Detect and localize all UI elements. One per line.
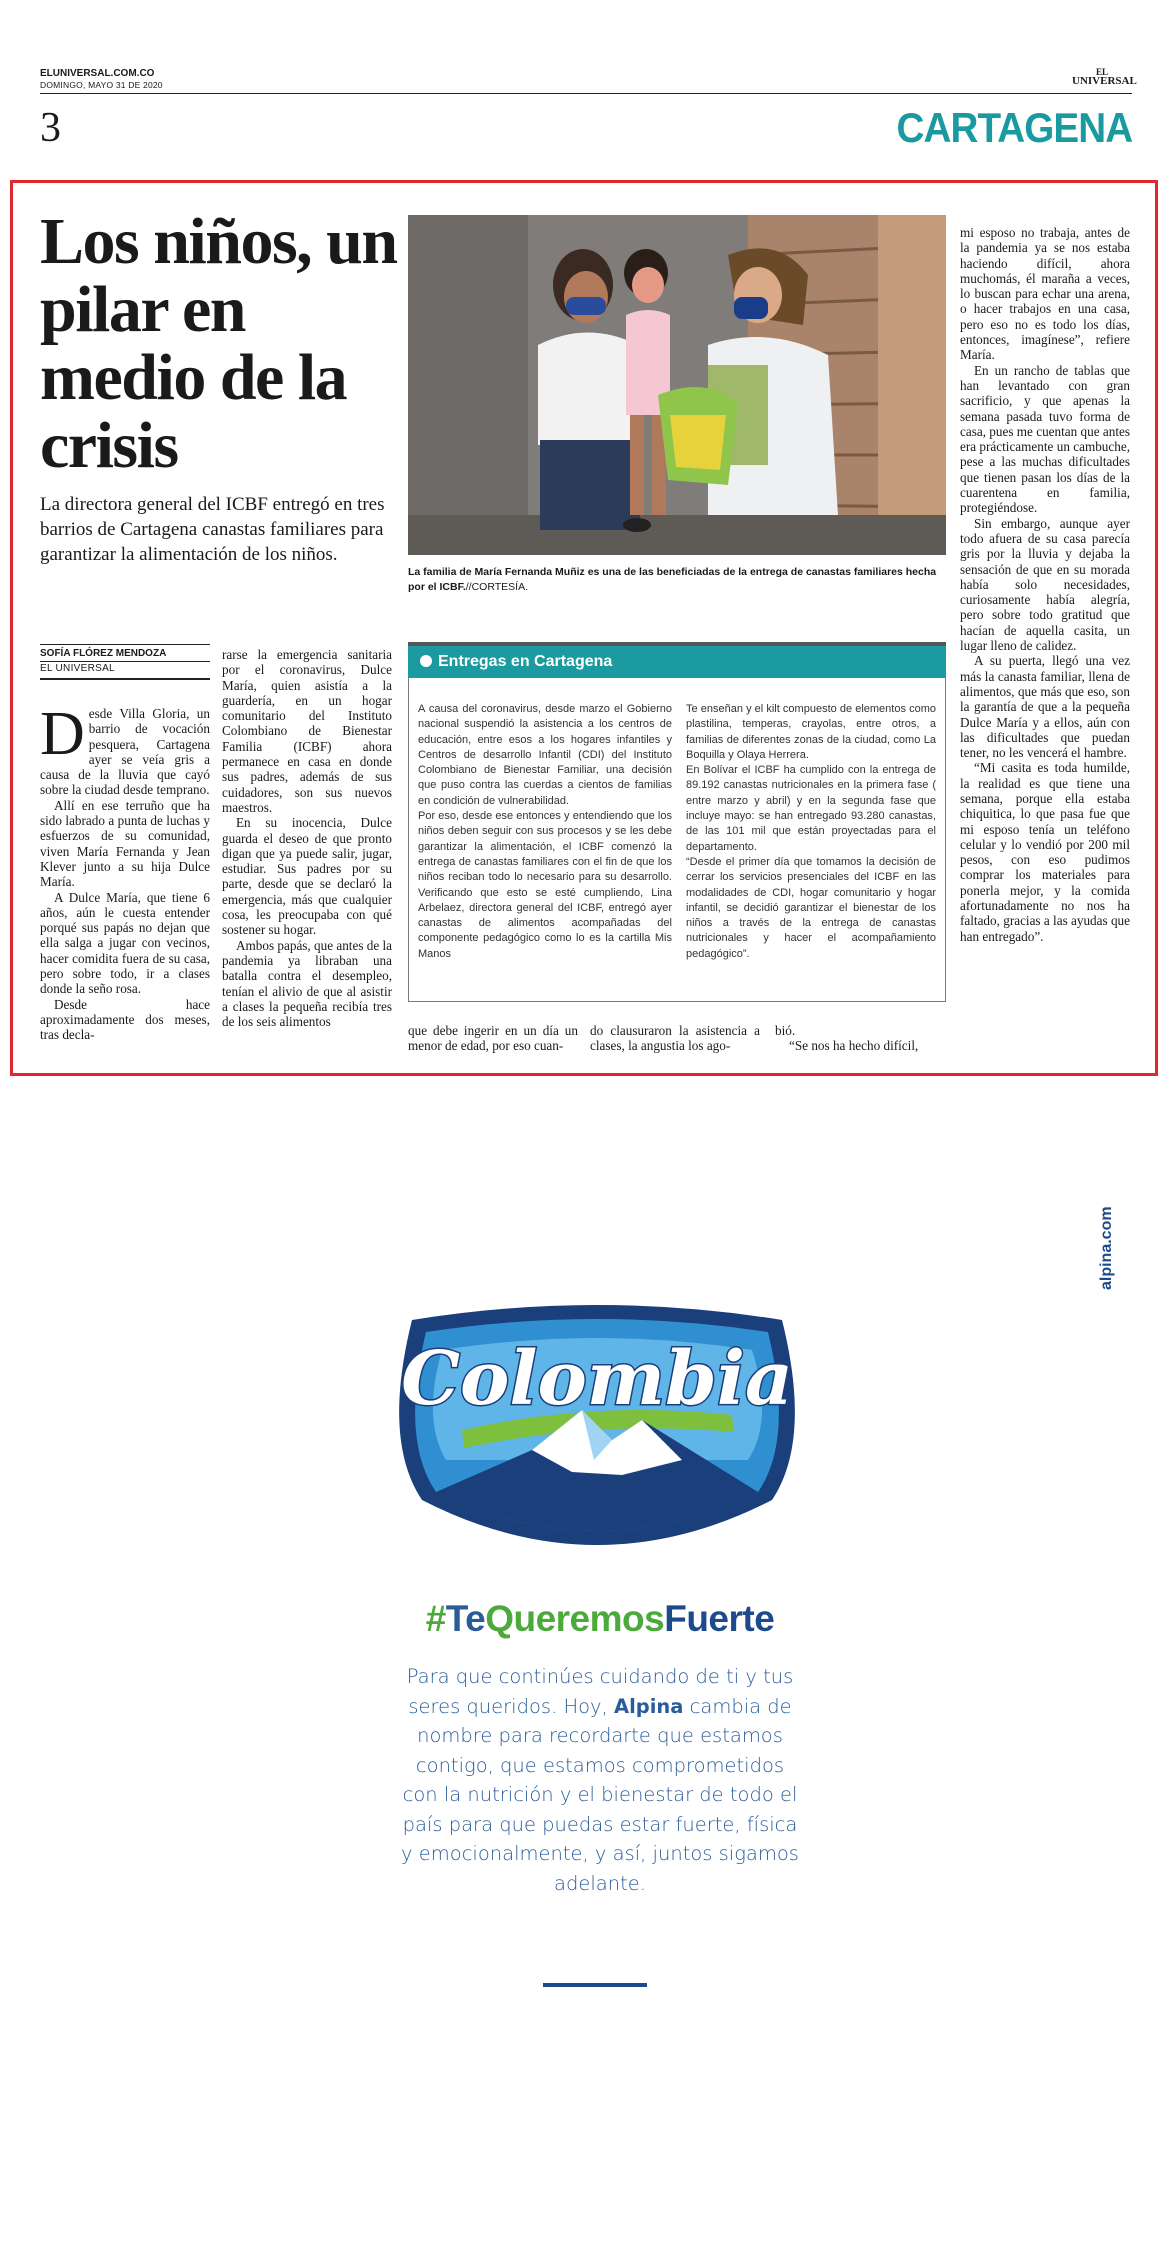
section-title: CARTAGENA [896, 104, 1132, 151]
ad-copy-text: cambia de nombre para recordarte que estamos contigo, que estamos comprometidos con la nutrición y el bienestar de todo el país para que puedas estar fuerte, física y emocionalmente, y así, juntos sigamos adelante. [401, 1694, 799, 1895]
caption-credit: //CORTESÍA. [465, 581, 529, 593]
emblem-graphic [382, 1300, 812, 1570]
dropcap: D [40, 700, 85, 768]
paragraph: Sin embargo, aunque ayer todo afuera de su casa parecía gris por la lluvia y dejaba la sensación de que en su morada había solo necesidades, curiosamente había alegría, pero sobre todo gratitud que hacían de aquella casita, un lugar lleno de calidez. [960, 515, 1130, 654]
paragraph-text: esde Villa Gloria, un barrio de vocación pesquera, Cartagena ayer se veía gris a causa de la lluvia que cayó sobre la ciudad desde temprano. [40, 706, 210, 798]
paragraph: mi esposo no trabaja, antes de la pandemia ya se nos estaba haciendo difícil, ahora muchomás, él maraña a veces, lo buscan para echar una arena, o hacer trabajos en una casa, pero eso no es todo los días, entonces, imagínese”, refiere María. [960, 225, 1130, 363]
logo-top: EL [1095, 67, 1108, 77]
emblem-brand-text: Colombia [401, 1336, 793, 1422]
ad-copy [400, 1662, 800, 1898]
paragraph: A su puerta, llegó una vez más la canasta familiar, llena de alimentos, que más que eso, son la garantía de que a la pequeña Dulce María y a ellos, aún con las dificultades que puedan tener, no les vencerá el hambre. [960, 653, 1130, 761]
paragraph: Ambos papás, que antes de la pandemia ya libraban una batalla contra el desempleo, tenían el alivio de que al asistir a clases la pequeña recibía tres de los seis alimentos [222, 937, 393, 1030]
paragraph: “Desde el primer día que tomamos la decisión de cerrar los servicios presenciales del ICBF en las modalidades de CDI, hogar comunitario y hogar infantil, se decidió garantizar el bienestar de los niños a través de la entrega de canastas nutricionales y hacer el acompañamiento pedagógico”. [686, 855, 936, 960]
article-column-4 [590, 1023, 760, 1054]
paragraph: A causa del coronavirus, desde marzo el Gobierno nacional suspendió la asistencia a los centros de educación, entre esos a los hogares infantiles y Centros de desarrollo Infantil (CDI) del Instituto Colombiano de Bienestar Familiar, una decisión que puso contra las cuerdas a cientos de familias en condición de vulnerabilidad. [418, 703, 672, 807]
sidebar-title [420, 650, 612, 674]
paragraph: Desde hace aproximadamente dos meses, tras decla- [40, 996, 210, 1043]
paragraph: A Dulce María, que tiene 6 años, aún le cuesta entender porqué sus papás no dejan que ella salga a jugar con vecinos, hacer comidita fuera de su casa, pero sobre todo, ir a clases donde la seño rosa. [40, 889, 210, 997]
colombia-emblem [382, 1300, 812, 1570]
article-column-5 [775, 1023, 945, 1054]
ad-copy-text: Para que continúes cuidando de ti y tus seres queridos. Hoy, [406, 1665, 794, 1718]
sidebar-column-1 [418, 702, 672, 962]
page-number: 3 [40, 105, 61, 151]
bullet-icon [420, 655, 432, 667]
paragraph: Por eso, desde ese entonces y entendiendo que los niños deben seguir con sus procesos y se les debe garantizar la alimentación, el ICBF comenzó la entrega de canastas familiares con el fin de que los niños reciban todo lo necesario para su desarrollo. Verificando que esto se esté cumpliendo, Lina Arbelaez, directora general del ICBF, entregó ayer canastas de alimentos acompañadas del componente pedagógico como lo es la cartilla Mis Manos [418, 810, 672, 960]
photo-caption [408, 565, 946, 595]
author-name: SOFÍA FLÓREZ MENDOZA [40, 644, 210, 662]
paragraph: “Se nos ha hecho difícil, [789, 1038, 919, 1054]
deck: La directora general del ICBF entregó en tres barrios de Cartagena canastas familiares para garantizar la alimentación de los niños. [40, 494, 385, 565]
ad-brand-name: Alpina [614, 1694, 684, 1718]
paragraph: rarse la emergencia sanitaria por el coronavirus, Dulce María, quien asistía a la guardería, en un hogar comunitario del Instituto Colombiano de Bienestar Familia (ICBF) ahora permanece en casa en donde sus padres, además de sus cuidadores, son sus nuevos maestros. [222, 647, 392, 815]
logo-bottom: UNIVERSAL [1072, 75, 1137, 87]
ad-divider [543, 1983, 647, 1987]
ad-url: alpina.com [1098, 1206, 1115, 1290]
paragraph: En su inocencia, Dulce guarda el deseo de que pronto digan que ya puede salir, jugar, estudiar. Sus padres por su parte, desde que se declaró la emergencia, más que cualquier cosa, les preocupaba con qué sostener su hogar. [222, 815, 392, 938]
paragraph [40, 700, 210, 798]
paragraph: Te enseñan y el kilt compuesto de elementos como plastilina, temperas, crayolas, entre otros, a familias de diferentes zonas de la ciudad, como La Boquilla y Olaya Herrera. [686, 703, 936, 761]
paragraph: Allí en ese terruño que ha sido labrado a punta de luchas y esfuerzos de su comunidad, viven María Fernanda y Jean Klever junto a su hija Dulce María. [40, 797, 210, 890]
article-column-1 [40, 700, 210, 1043]
article-column-3 [408, 1023, 578, 1054]
paragraph: En un rancho de tablas que han levantado con gran sacrificio, y que apenas la semana pasada tuvo forma de casa, pues me cuentan que antes era prácticamente un cambuche, pese a las muchas dificultades que tienen pasan los días de la cuarentena en familia, protegiéndose. [960, 362, 1130, 516]
hashtag-word: Fuerte [664, 1598, 775, 1639]
paragraph: que debe ingerir en un día un menor de edad, por eso cuan- [408, 1023, 578, 1054]
author-org: EL UNIVERSAL [40, 663, 115, 674]
hashtag-symbol: # [425, 1598, 446, 1639]
caption-text: La familia de María Fernanda Muñiz es una de las beneficiadas de la entrega de canastas familiares hecha por el ICBF. [408, 566, 937, 593]
hashtag-word: Te [445, 1598, 486, 1639]
ad-hashtag [200, 1598, 1000, 1640]
byline-rule [40, 678, 210, 680]
article-photo [408, 215, 946, 555]
sidebar-column-2 [686, 702, 936, 962]
article-column-6 [960, 225, 1130, 944]
article-column-2 [222, 647, 392, 1029]
paragraph: En Bolívar el ICBF ha cumplido con la entrega de 89.192 canastas nutricionales en la primera fase ( entre marzo y abril) y en la segunda fase que incluye mayo: se han entregado 93.280 canastas, de las 101 mil que están proyectadas para el departamento. [686, 764, 936, 853]
newspaper-logo [1072, 67, 1137, 87]
site-url: ELUNIVERSAL.COM.CO [40, 68, 155, 79]
byline [40, 644, 210, 680]
issue-date: DOMINGO, MAYO 31 DE 2020 [40, 80, 163, 90]
headline: Los niños, un pilar en medio de la crisis [40, 205, 397, 482]
paragraph: “Mi casita es toda humilde, la realidad es que tiene una semana, porque ella estaba chiquitica, lo que pasa fue que mi esposo tenía un teléfono celular y lo vendió por 200 mil pesos, con eso pudimos comprar los materiales para ponerla mejor, y la comida afortunadamente no nos ha faltado, gracias a las ayudas que han entregado”. [960, 760, 1130, 944]
photo-illustration [408, 215, 946, 555]
hashtag-word: Queremos [485, 1598, 665, 1639]
paragraph: do clausuraron la asistencia a clases, la angustia los ago- [590, 1023, 760, 1054]
sidebar-title-text: Entregas en Cartagena [438, 653, 613, 670]
paragraph: bió. [775, 1023, 796, 1038]
header-rule [40, 93, 1132, 94]
